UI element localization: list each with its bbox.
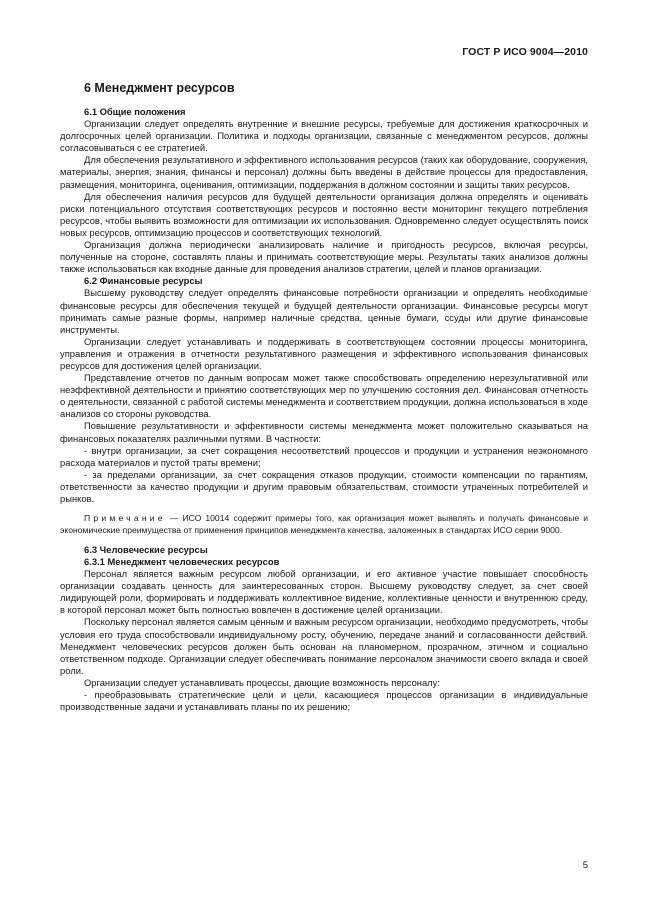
list-item: - внутри организации, за счет сокращения несоответствий процессов и продукции и устранения неэкономного расхода материалов и пустой траты времени; [60, 444, 588, 468]
paragraph: Организации следует определять внутренние и внешние ресурсы, требуемые для достижения краткосрочных и долгосрочных целей организации. Политика и подходы организации, связанные с менеджментом ресурсов, должны согласовываться с ее стратегией. [60, 118, 588, 154]
note-text: — ИСО 10014 содержит примеры того, как организация может выявлять и получать финансовые и экономические преимущества от применения принципов менеджмента качества, заложенных в стандартах ИСО серии 9000. [60, 513, 588, 535]
subsection-title-6-3: 6.3 Человеческие ресурсы [84, 543, 208, 555]
document-body [60, 80, 588, 713]
note-label: Примечание [84, 513, 166, 524]
paragraph: Организации следует устанавливать и поддерживать в соответствующем состоянии процессы мониторинга, управления и отражения в отчетности результативного размещения и эффективного использования финансовых ресурсов для достижения целей организации. [60, 335, 588, 371]
paragraph: Для обеспечения наличия ресурсов для будущей деятельности организация должна определять и оценивать риски потенциального отсутствия соответствующих ресурсов и постоянно вести мониторинг текущего потребления ресурсов, чтобы выявить возможности для оптимизации их использования. Одновременно следует осуществлять поиск новых ресурсов, оптимизацию процессов и соответствующих технологий. [60, 190, 588, 238]
paragraph: Высшему руководству следует определять финансовые потребности организации и определять необходимые финансовые ресурсы для обеспечения текущей и будущей деятельности организации. Финансовые ресурсы могут принимать самые разные формы, например наличные средства, ценные бумаги, ссуды или другие финансовые инструменты. [60, 287, 588, 335]
subsection-title-6-1: 6.1 Общие положения [84, 106, 186, 117]
paragraph: Организации следует устанавливать процессы, дающие возможность персоналу: [84, 676, 440, 688]
paragraph: Представление отчетов по данным вопросам может также способствовать определению нерезультативной или неэффективной деятельности и принятию соответствующих мер по улучшению состояния дел. Финансовая отчетность о деятельности, связанной с работой системы менеджмента и соответствием продукции, должна использоваться в ходе анализов со стороны руководства. [60, 372, 588, 420]
paragraph: Поскольку персонал является самым ценным и важным ресурсом организации, необходимо предусмотреть, чтобы условия его труда способствовали индивидуальному росту, обучению, передаче знаний и согласованности действий. Менеджмент человеческих ресурсов должен быть основан на планомерном, прозрачном, этичном и социально ответственном подходе. Организации следует обеспечивать понимание персоналом значимости своего вклада и своей роли. [60, 616, 588, 676]
paragraph: Организация должна периодически анализировать наличие и пригодность ресурсов, включая ресурсы, полученные на стороне, составлять планы и принимать соответствующие меры. Результаты таких анализов должны также использоваться как входные данные для проведения анализов стратегии, целей и планов организации. [60, 239, 588, 275]
list-item: - за пределами организации, за счет сокращения отказов продукции, стоимости компенсации по гарантиям, ответственности за качество продукции и другим правовым обязательствам, стоимости утраченных потребителей и рынков. [60, 468, 588, 504]
document-code: ГОСТ Р ИСО 9004—2010 [462, 46, 588, 58]
subsection-title-6-2: 6.2 Финансовые ресурсы [84, 275, 203, 287]
subsection-title-6-3-1: 6.3.1 Менеджмент человеческих ресурсов [84, 556, 280, 567]
page-number: 5 [582, 859, 588, 870]
paragraph: Для обеспечения результативного и эффективного использования ресурсов (таких как оборудование, сооружения, материалы, энергия, знания, финансы и персонал) должны быть введены в действие процессы для предоставления, размещения, мониторинга, оценивания, оптимизации, поддержания в должном состоянии и защиты таких ресурсов. [60, 154, 588, 190]
paragraph: Повышение результативности и эффективности системы менеджмента может положительно сказываться на финансовых показателях различными путями. В частности: [60, 420, 588, 444]
paragraph: Персонал является важным ресурсом любой организации, и его активное участие повышает способность организации создавать ценность для заинтересованных сторон. Высшему руководству следует, за счет своей лидирующей роли, формировать и поддерживать коллективное видение, коллективные ценности и внутреннюю среду, в которой персонал может быть полностью вовлечен в достижение целей организации. [60, 568, 588, 616]
list-item: - преобразовывать стратегические цели и цели, касающиеся процессов организации в индивидуальные производственные задачи и устанавливать планы по их решению; [60, 689, 588, 713]
note [60, 513, 588, 536]
section-title: 6 Менеджмент ресурсов [84, 81, 235, 95]
